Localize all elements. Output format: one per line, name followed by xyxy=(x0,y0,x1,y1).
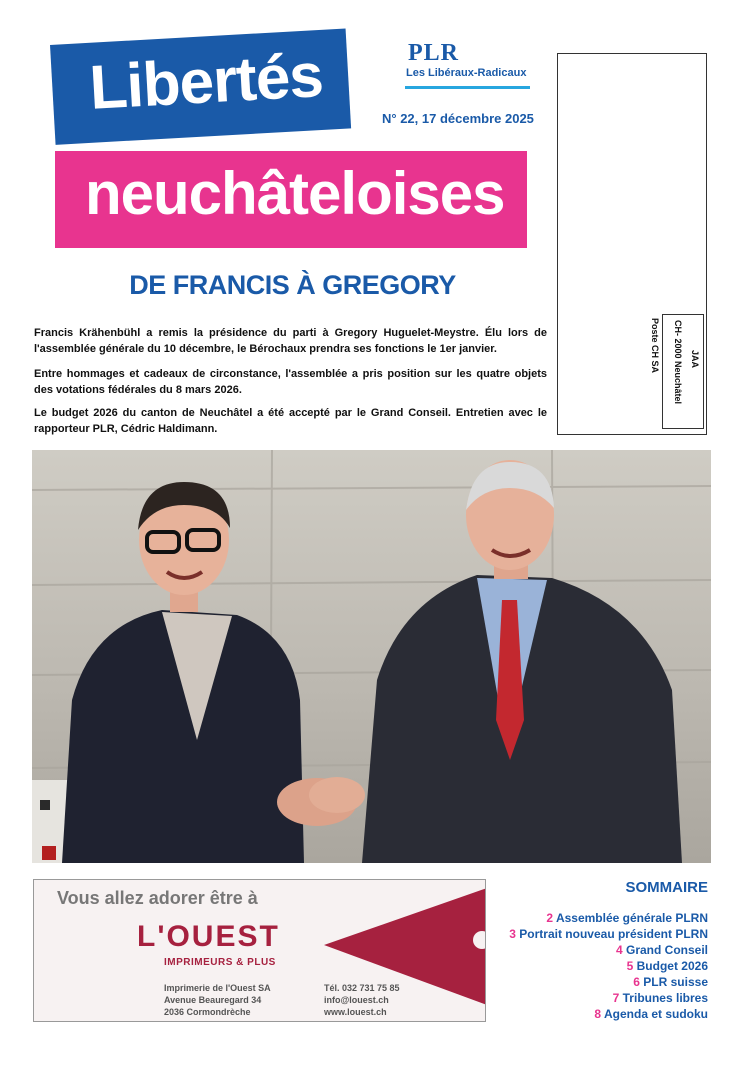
toc-page-number: 7 xyxy=(612,991,620,1005)
ad-address xyxy=(164,982,271,1018)
toc-item[interactable] xyxy=(616,943,708,957)
cover-photo xyxy=(32,450,711,863)
ad-contact xyxy=(324,982,400,1018)
issue-number: N° 22, 17 décembre 2025 xyxy=(382,111,534,126)
printer-advertisement[interactable] xyxy=(33,879,486,1022)
toc-item[interactable] xyxy=(546,911,708,925)
ad-phone: Tél. 032 731 75 85 xyxy=(324,983,400,993)
toc-item[interactable] xyxy=(633,975,708,989)
jaa-label: JAA xyxy=(690,350,700,369)
cover-photo-illustration xyxy=(32,450,711,863)
toc-label: Tribunes libres xyxy=(622,991,708,1005)
ad-address-line: 2036 Cormondrèche xyxy=(164,1007,251,1017)
poste-label: Poste CH SA xyxy=(650,318,660,374)
toc-label: Assemblée générale PLRN xyxy=(555,911,708,925)
jaa-box xyxy=(662,314,704,429)
toc-page-number: 3 xyxy=(509,927,516,941)
toc-page-number: 4 xyxy=(615,943,623,957)
toc-page-number: 5 xyxy=(626,959,634,973)
toc-item[interactable] xyxy=(594,1007,708,1021)
ad-tagline: Vous allez adorer être à xyxy=(57,888,258,908)
toc-label: Budget 2026 xyxy=(636,959,708,973)
toc-label: Portrait nouveau président PLRN xyxy=(519,927,708,941)
toc-item[interactable] xyxy=(627,959,708,973)
lead-paragraph-2: Entre hommages et cadeaux de circonstance, l'assemblée a pris position sur les quatre objets des votations fédérales du 8 mars 2026. xyxy=(34,368,547,396)
plr-logo-subtitle: Les Libéraux-Radicaux xyxy=(406,67,527,79)
ad-brand-subtitle: IMPRIMEURS & PLUS xyxy=(164,957,276,968)
title-line2: neuchâteloises xyxy=(85,160,505,227)
plr-logo-underline xyxy=(405,86,530,89)
toc-page-number: 2 xyxy=(546,911,554,925)
title-line1: Libertés xyxy=(87,40,325,123)
plr-logo-word: PLR xyxy=(408,40,459,66)
ad-address-line: Avenue Beauregard 34 xyxy=(164,995,262,1005)
toc-label: PLR suisse xyxy=(643,975,708,989)
toc-label: Agenda et sudoku xyxy=(603,1007,708,1021)
lead-paragraph-1: Francis Krähenbühl a remis la présidence du parti à Gregory Huguelet-Meystre. Élu lors de l'assemblée générale du 10 décembre, le Bérochaux prendra ses fonctions le 1er janvier. xyxy=(34,327,547,355)
lead-paragraph-3: Le budget 2026 du canton de Neuchâtel a été accepté par le Grand Conseil. Entretien avec le rapporteur PLR, Cédric Haldimann. xyxy=(34,407,547,435)
ad-brand-logo: L'OUEST xyxy=(137,920,280,953)
toc-page-number: 8 xyxy=(594,1007,602,1021)
sommaire-title: SOMMAIRE xyxy=(625,879,708,896)
toc-page-number: 6 xyxy=(633,975,640,989)
jaa-city: CH- 2000 Neuchâtel xyxy=(673,320,683,405)
toc-item[interactable] xyxy=(509,927,708,941)
ad-website[interactable]: www.louest.ch xyxy=(324,1007,387,1017)
toc-item[interactable] xyxy=(613,991,708,1005)
headline: DE FRANCIS À GREGORY xyxy=(129,270,456,300)
toc-label: Grand Conseil xyxy=(625,943,708,957)
ad-email[interactable]: info@louest.ch xyxy=(324,995,389,1005)
ad-address-line: Imprimerie de l'Ouest SA xyxy=(164,983,271,993)
